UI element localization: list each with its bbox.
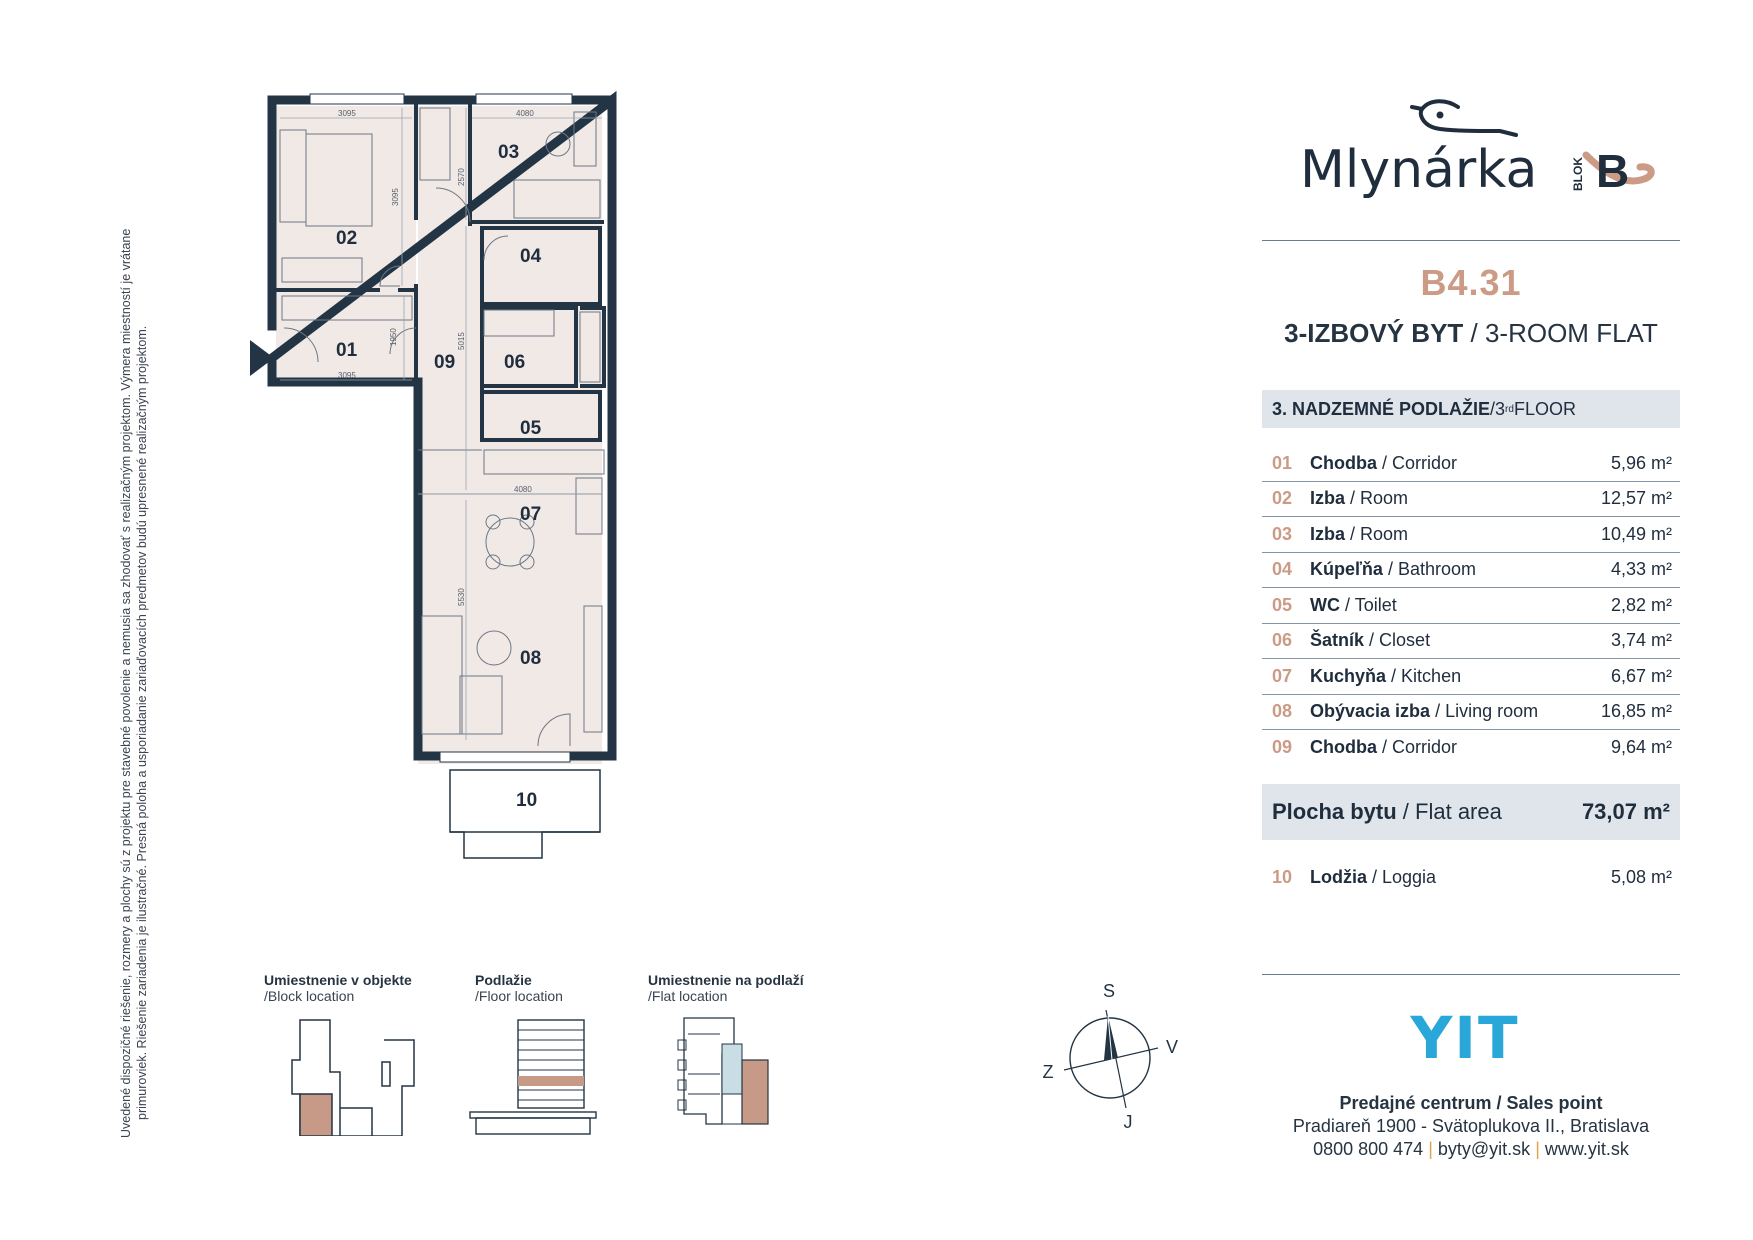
room-area: 3,74 m²	[1610, 630, 1672, 651]
total-label-sk: Plocha bytu	[1272, 799, 1397, 824]
dim-corridor-depth: 5015	[457, 332, 466, 350]
room-name-sk: Obývacia izba	[1310, 701, 1431, 722]
room-area: 10,49 m²	[1600, 523, 1672, 544]
room-row: 01 Chodba / Corridor 5,96 m²	[1262, 446, 1680, 482]
floor-num: 3	[1495, 398, 1506, 419]
location-floor-title-en: /Floor location	[475, 988, 563, 1004]
room-name-sk: Chodba	[1310, 737, 1377, 758]
room-row: 08 Obývacia izba / Living room 16,85 m²	[1262, 695, 1680, 731]
floor-band	[1262, 390, 1680, 428]
divider-bottom	[1262, 974, 1680, 975]
room-label-08: 08	[520, 648, 542, 669]
room-area: 12,57 m²	[1600, 488, 1672, 509]
total-area-band	[1262, 784, 1680, 840]
dim-room02-depth: 3095	[391, 188, 400, 206]
dim-room03-depth: 2570	[457, 168, 466, 186]
compass-w: Z	[1042, 1062, 1054, 1082]
bird-icon	[1412, 101, 1516, 135]
room-row: 07 Kuchyňa / Kitchen 6,67 m²	[1262, 659, 1680, 695]
loggia-name-sk: Lodžia	[1310, 866, 1367, 887]
room-name-sk: Izba	[1310, 488, 1346, 509]
room-label-05: 05	[520, 418, 542, 439]
flat-type-sep: /	[1463, 318, 1485, 348]
loggia-row: 10 Lodžia / Loggia 5,08 m²	[1262, 860, 1680, 894]
disclaimer-line-2: primuroviek. Riešenie zariadenia je ilustračné. Presná poloha a usporiadanie zariaďovacích predmetov budú upresnené realizačným projektom.	[135, 325, 149, 1120]
brand-logo	[1300, 95, 1680, 215]
sales-email[interactable]: byty@yit.sk	[1437, 1139, 1531, 1159]
floor-label-en: FLOOR	[1513, 398, 1576, 419]
location-floor-title-sk: Podlažie	[475, 972, 532, 988]
sales-phone: 0800 800 474	[1313, 1139, 1424, 1159]
floor-plan-drawing	[240, 90, 700, 960]
room-label-06: 06	[504, 352, 526, 373]
room-name-en: Corridor	[1392, 737, 1458, 758]
location-block-thumbnail	[290, 1016, 420, 1141]
total-label-en: Flat area	[1415, 799, 1502, 824]
room-row: 03 Izba / Room 10,49 m²	[1262, 517, 1680, 553]
room-label-03: 03	[498, 142, 520, 163]
sales-title: Predajné centrum / Sales point	[1339, 1093, 1603, 1113]
room-area: 9,64 m²	[1610, 737, 1672, 758]
room-num: 03	[1272, 523, 1293, 544]
compass	[1040, 980, 1180, 1130]
room-name-sk: Kuchyňa	[1310, 665, 1387, 686]
dim-room02-width: 3095	[338, 109, 356, 118]
room-label-04: 04	[520, 246, 542, 267]
disclaimer-line-1: Uvedené dispozičné riešenie, rozmery a plochy sú z projektu pre stavebné povolenie a nemusia sa zhodovať s realizačným projektom. Výmera miestností je vrátane	[119, 228, 133, 1138]
room-name-sk: Chodba	[1310, 452, 1377, 473]
total-value: 73,07 m²	[1581, 799, 1670, 824]
room-row: 09 Chodba / Corridor 9,64 m²	[1262, 730, 1680, 766]
location-flat-thumbnail	[676, 1014, 786, 1139]
flat-type-en: 3-ROOM FLAT	[1484, 318, 1658, 348]
floor-label-sk: 3. NADZEMNÉ PODLAŽIE	[1272, 398, 1491, 419]
dim-living-depth: 5530	[457, 588, 466, 606]
room-num: 07	[1272, 665, 1293, 686]
unit-code: B4.31	[1420, 262, 1522, 303]
compass-s: J	[1123, 1112, 1133, 1130]
dim-room07-width: 4080	[514, 485, 532, 494]
room-list	[1262, 446, 1680, 766]
room-area: 5,96 m²	[1610, 452, 1672, 473]
room-name-en: Room	[1360, 523, 1409, 544]
room-label-07: 07	[520, 504, 542, 525]
brand-block-letter: B	[1596, 145, 1630, 197]
room-row: 02 Izba / Room 12,57 m²	[1262, 482, 1680, 518]
location-block-title	[264, 972, 412, 1004]
company-logo-text: YIT	[1410, 1010, 1520, 1062]
dim-room03-width: 4080	[516, 109, 534, 118]
floor-plan	[240, 90, 700, 960]
room-name-sk: Šatník	[1310, 630, 1365, 651]
room-label-02: 02	[336, 228, 358, 249]
contact-separator: |	[1535, 1139, 1540, 1159]
room-num: 05	[1272, 594, 1293, 615]
brand-name: Mlynárka	[1300, 140, 1538, 200]
room-num: 02	[1272, 488, 1293, 509]
loggia-name-en: Loggia	[1382, 866, 1437, 887]
sales-point	[1262, 1092, 1680, 1161]
room-name-en: Toilet	[1354, 594, 1397, 615]
total-sep: /	[1396, 799, 1416, 824]
room-num: 04	[1272, 559, 1293, 580]
room-area: 4,33 m²	[1610, 559, 1672, 580]
brand-block-word: BLOK	[1571, 157, 1585, 191]
sales-contacts	[1262, 1138, 1680, 1161]
room-area: 2,82 m²	[1610, 594, 1672, 615]
company-logo	[1380, 1010, 1550, 1062]
room-name-en: Corridor	[1392, 452, 1458, 473]
sales-web[interactable]: www.yit.sk	[1544, 1139, 1629, 1159]
room-name-en: Room	[1360, 488, 1409, 509]
location-flat-title-sk: Umiestnenie na podlaží	[648, 972, 804, 988]
location-floor-title	[475, 972, 563, 1004]
divider-top	[1262, 240, 1680, 241]
room-row: 05 WC / Toilet 2,82 m²	[1262, 588, 1680, 624]
room-name-sk: WC	[1310, 594, 1340, 615]
room-area: 6,67 m²	[1610, 665, 1672, 686]
room-row: 06 Šatník / Closet 3,74 m²	[1262, 624, 1680, 660]
floor-sep: /	[1490, 398, 1496, 419]
room-name-en: Living room	[1445, 701, 1539, 722]
room-row: 04 Kúpeľňa / Bathroom 4,33 m²	[1262, 553, 1680, 589]
room-name-sk: Kúpeľňa	[1310, 559, 1383, 580]
loggia-num: 10	[1272, 866, 1293, 887]
room-label-01: 01	[336, 340, 358, 361]
flat-type	[1262, 318, 1680, 349]
floor-sup: rd	[1505, 403, 1514, 415]
room-num: 01	[1272, 452, 1293, 473]
flat-type-sk: 3-IZBOVÝ BYT	[1284, 318, 1464, 348]
room-name-en: Kitchen	[1401, 665, 1462, 686]
room-name-en: Closet	[1379, 630, 1431, 651]
room-name-en: Bathroom	[1397, 559, 1477, 580]
contact-separator: |	[1428, 1139, 1433, 1159]
compass-n: S	[1102, 981, 1116, 1001]
floor-fill	[276, 106, 602, 764]
room-area: 16,85 m²	[1600, 701, 1672, 722]
loggia-area: 5,08 m²	[1610, 866, 1672, 887]
compass-e: V	[1165, 1037, 1179, 1057]
room-label-09: 09	[434, 352, 456, 373]
location-block-title-en: /Block location	[264, 988, 355, 1004]
location-floor-thumbnail	[466, 1018, 606, 1143]
room-label-10: 10	[516, 790, 538, 811]
location-flat-title	[648, 972, 804, 1004]
dim-room01-width: 3095	[338, 371, 356, 380]
room-name-sk: Izba	[1310, 523, 1346, 544]
room-num: 06	[1272, 630, 1293, 651]
location-block-title-sk: Umiestnenie v objekte	[264, 972, 412, 988]
disclaimer	[118, 98, 150, 1138]
sales-address: Pradiareň 1900 - Svätoplukova II., Bratislava	[1292, 1116, 1650, 1136]
dim-room01-depth: 1950	[389, 328, 398, 346]
location-flat-title-en: /Flat location	[648, 988, 728, 1004]
room-num: 09	[1272, 737, 1293, 758]
room-num: 08	[1272, 701, 1293, 722]
